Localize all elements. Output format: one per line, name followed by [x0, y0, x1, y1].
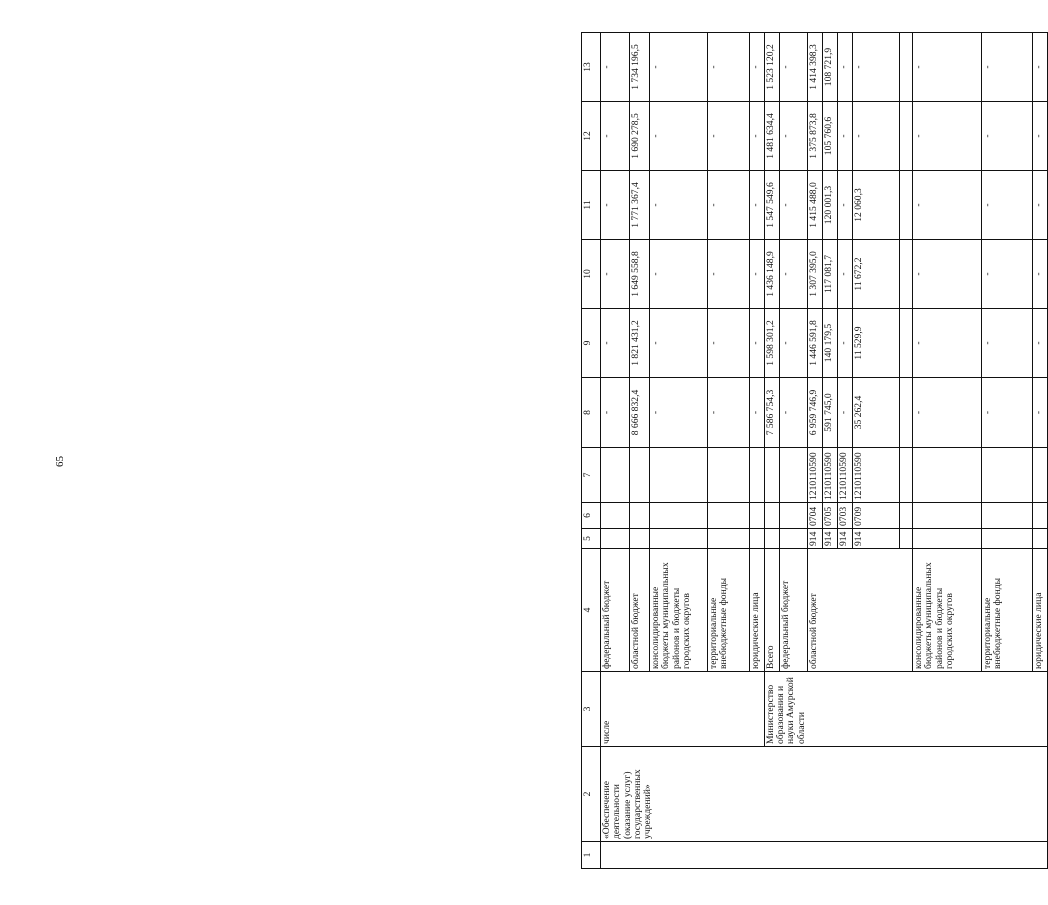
value-cell: -: [852, 33, 899, 102]
c7-cell: [899, 448, 912, 503]
c7-cell: [1033, 448, 1048, 503]
value-cell: [899, 171, 912, 240]
value-cell: [899, 240, 912, 309]
source-cell: областной бюджет: [808, 549, 913, 672]
value-cell: 120 001,3: [823, 171, 838, 240]
value-cell: -: [838, 309, 853, 378]
c5-cell: [1033, 529, 1048, 549]
header-cell: 5: [582, 529, 601, 549]
value-cell: -: [1033, 240, 1048, 309]
value-cell: -: [981, 240, 1032, 309]
value-cell: -: [838, 171, 853, 240]
value-cell: 1 436 148,9: [764, 240, 779, 309]
c7-cell: [981, 448, 1032, 503]
value-cell: 108 721,9: [823, 33, 838, 102]
c5-cell: 914: [823, 529, 838, 549]
value-cell: 140 179,5: [823, 309, 838, 378]
value-cell: 1 446 591,8: [808, 309, 823, 378]
value-cell: -: [981, 378, 1032, 448]
source-cell: областной бюджет: [629, 549, 649, 672]
value-cell: -: [838, 102, 853, 171]
value-cell: 1 649 558,8: [629, 240, 649, 309]
value-cell: -: [749, 240, 764, 309]
source-cell: территориальные внебюджетные фонды: [707, 549, 749, 672]
header-cell: 13: [582, 33, 601, 102]
value-cell: -: [749, 171, 764, 240]
value-cell: 11 529,9: [852, 309, 899, 378]
header-cell: 7: [582, 448, 601, 503]
value-cell: -: [1033, 171, 1048, 240]
c7-cell: [779, 448, 808, 503]
c5-cell: [899, 529, 912, 549]
value-cell: -: [1033, 33, 1048, 102]
c5-cell: [912, 529, 981, 549]
value-cell: -: [779, 33, 808, 102]
value-cell: -: [600, 102, 629, 171]
c6-cell: 0703: [838, 503, 853, 529]
value-cell: 1 414 398,3: [808, 33, 823, 102]
source-cell: юридические лица: [1033, 549, 1048, 672]
value-cell: 1 771 367,4: [629, 171, 649, 240]
value-cell: 1 307 395,0: [808, 240, 823, 309]
value-cell: 1 821 431,2: [629, 309, 649, 378]
source-cell: Всего: [764, 549, 779, 672]
value-cell: -: [838, 240, 853, 309]
value-cell: 11 672,2: [852, 240, 899, 309]
c6-cell: [912, 503, 981, 529]
header-cell: 6: [582, 503, 601, 529]
in-number-cell: числе: [600, 672, 764, 747]
header-cell: 8: [582, 378, 601, 448]
header-cell: 3: [582, 672, 601, 747]
value-cell: -: [852, 102, 899, 171]
c7-cell: [912, 448, 981, 503]
value-cell: -: [649, 171, 707, 240]
source-cell: юридические лица: [749, 549, 764, 672]
c5-cell: 914: [852, 529, 899, 549]
value-cell: -: [912, 171, 981, 240]
value-cell: -: [707, 378, 749, 448]
value-cell: 105 760,6: [823, 102, 838, 171]
value-cell: -: [749, 33, 764, 102]
value-cell: -: [749, 102, 764, 171]
value-cell: -: [912, 102, 981, 171]
value-cell: 1 375 873,8: [808, 102, 823, 171]
value-cell: 1 690 278,5: [629, 102, 649, 171]
source-cell: консолидированные бюджеты муниципальных районов и бюджеты городских округов: [912, 549, 981, 672]
value-cell: -: [981, 171, 1032, 240]
value-cell: -: [1033, 378, 1048, 448]
c7-cell: 1210110590: [808, 448, 823, 503]
value-cell: 7 586 754,3: [764, 378, 779, 448]
header-cell: 4: [582, 549, 601, 672]
c5-cell: [649, 529, 707, 549]
value-cell: -: [600, 309, 629, 378]
header-cell: 9: [582, 309, 601, 378]
value-cell: -: [981, 309, 1032, 378]
c5-cell: [749, 529, 764, 549]
c6-cell: [764, 503, 779, 529]
table-row: [582, 33, 601, 869]
c7-cell: [707, 448, 749, 503]
budget-table: [581, 32, 1048, 869]
value-cell: -: [912, 240, 981, 309]
value-cell: [899, 33, 912, 102]
c6-cell: [629, 503, 649, 529]
value-cell: -: [649, 102, 707, 171]
value-cell: -: [600, 171, 629, 240]
value-cell: -: [981, 33, 1032, 102]
c7-cell: 1210110590: [838, 448, 853, 503]
value-cell: -: [649, 33, 707, 102]
c7-cell: 1210110590: [823, 448, 838, 503]
value-cell: -: [649, 309, 707, 378]
c5-cell: 914: [838, 529, 853, 549]
c6-cell: 0709: [852, 503, 899, 529]
value-cell: 8 666 832,4: [629, 378, 649, 448]
value-cell: -: [707, 33, 749, 102]
page-number: 65: [54, 456, 66, 467]
c6-cell: [779, 503, 808, 529]
header-cell: 1: [582, 842, 601, 869]
value-cell: 12 060,3: [852, 171, 899, 240]
c5-cell: 914: [808, 529, 823, 549]
header-cell: 12: [582, 102, 601, 171]
table-row: [600, 33, 629, 869]
value-cell: -: [749, 309, 764, 378]
value-cell: -: [912, 309, 981, 378]
c6-cell: [899, 503, 912, 529]
source-cell: федеральный бюджет: [779, 549, 808, 672]
value-cell: -: [707, 171, 749, 240]
c7-cell: [649, 448, 707, 503]
value-cell: [899, 378, 912, 448]
value-cell: -: [649, 378, 707, 448]
c6-cell: [649, 503, 707, 529]
c6-cell: [749, 503, 764, 529]
ministry-cell: Министерство образования и науки Амурской области: [764, 672, 1047, 747]
value-cell: -: [600, 378, 629, 448]
value-cell: -: [779, 309, 808, 378]
value-cell: -: [749, 378, 764, 448]
c5-cell: [981, 529, 1032, 549]
header-cell: 11: [582, 171, 601, 240]
value-cell: 1 523 120,2: [764, 33, 779, 102]
value-cell: -: [838, 378, 853, 448]
value-cell: -: [838, 33, 853, 102]
value-cell: 35 262,4: [852, 378, 899, 448]
value-cell: -: [779, 171, 808, 240]
value-cell: -: [707, 102, 749, 171]
source-cell: федеральный бюджет: [600, 549, 629, 672]
rotated-table-container: [581, 33, 1048, 869]
value-cell: -: [779, 378, 808, 448]
c6-cell: [981, 503, 1032, 529]
value-cell: 591 745,0: [823, 378, 838, 448]
c6-cell: [1033, 503, 1048, 529]
c5-cell: [779, 529, 808, 549]
value-cell: 1 547 549,6: [764, 171, 779, 240]
table-row: [764, 33, 779, 869]
value-cell: -: [1033, 102, 1048, 171]
c6-cell: 0705: [823, 503, 838, 529]
c5-cell: [764, 529, 779, 549]
c5-cell: [600, 529, 629, 549]
c6-cell: 0704: [808, 503, 823, 529]
value-cell: [899, 102, 912, 171]
value-cell: 1 481 634,4: [764, 102, 779, 171]
value-cell: -: [649, 240, 707, 309]
value-cell: -: [1033, 309, 1048, 378]
c7-cell: [600, 448, 629, 503]
c6-cell: [600, 503, 629, 529]
value-cell: 1 415 488,0: [808, 171, 823, 240]
col1-cell: [600, 842, 1047, 869]
c6-cell: [707, 503, 749, 529]
value-cell: 1 598 301,2: [764, 309, 779, 378]
value-cell: -: [912, 33, 981, 102]
c7-cell: 1210110590: [852, 448, 899, 503]
c7-cell: [764, 448, 779, 503]
value-cell: -: [779, 240, 808, 309]
value-cell: -: [600, 33, 629, 102]
c7-cell: [749, 448, 764, 503]
value-cell: 117 081,7: [823, 240, 838, 309]
header-cell: 2: [582, 747, 601, 842]
c7-cell: [629, 448, 649, 503]
value-cell: -: [600, 240, 629, 309]
value-cell: -: [707, 240, 749, 309]
c5-cell: [629, 529, 649, 549]
value-cell: -: [981, 102, 1032, 171]
program-cell: «Обеспечение деятельности (оказание услуг) государственных учреждений»: [600, 747, 1047, 842]
source-cell: консолидированные бюджеты муниципальных районов и бюджеты городских округов: [649, 549, 707, 672]
c5-cell: [707, 529, 749, 549]
value-cell: [899, 309, 912, 378]
value-cell: 1 734 196,5: [629, 33, 649, 102]
value-cell: -: [912, 378, 981, 448]
value-cell: 6 959 746,9: [808, 378, 823, 448]
source-cell: территориальные внебюджетные фонды: [981, 549, 1032, 672]
header-cell: 10: [582, 240, 601, 309]
value-cell: -: [707, 309, 749, 378]
value-cell: -: [779, 102, 808, 171]
